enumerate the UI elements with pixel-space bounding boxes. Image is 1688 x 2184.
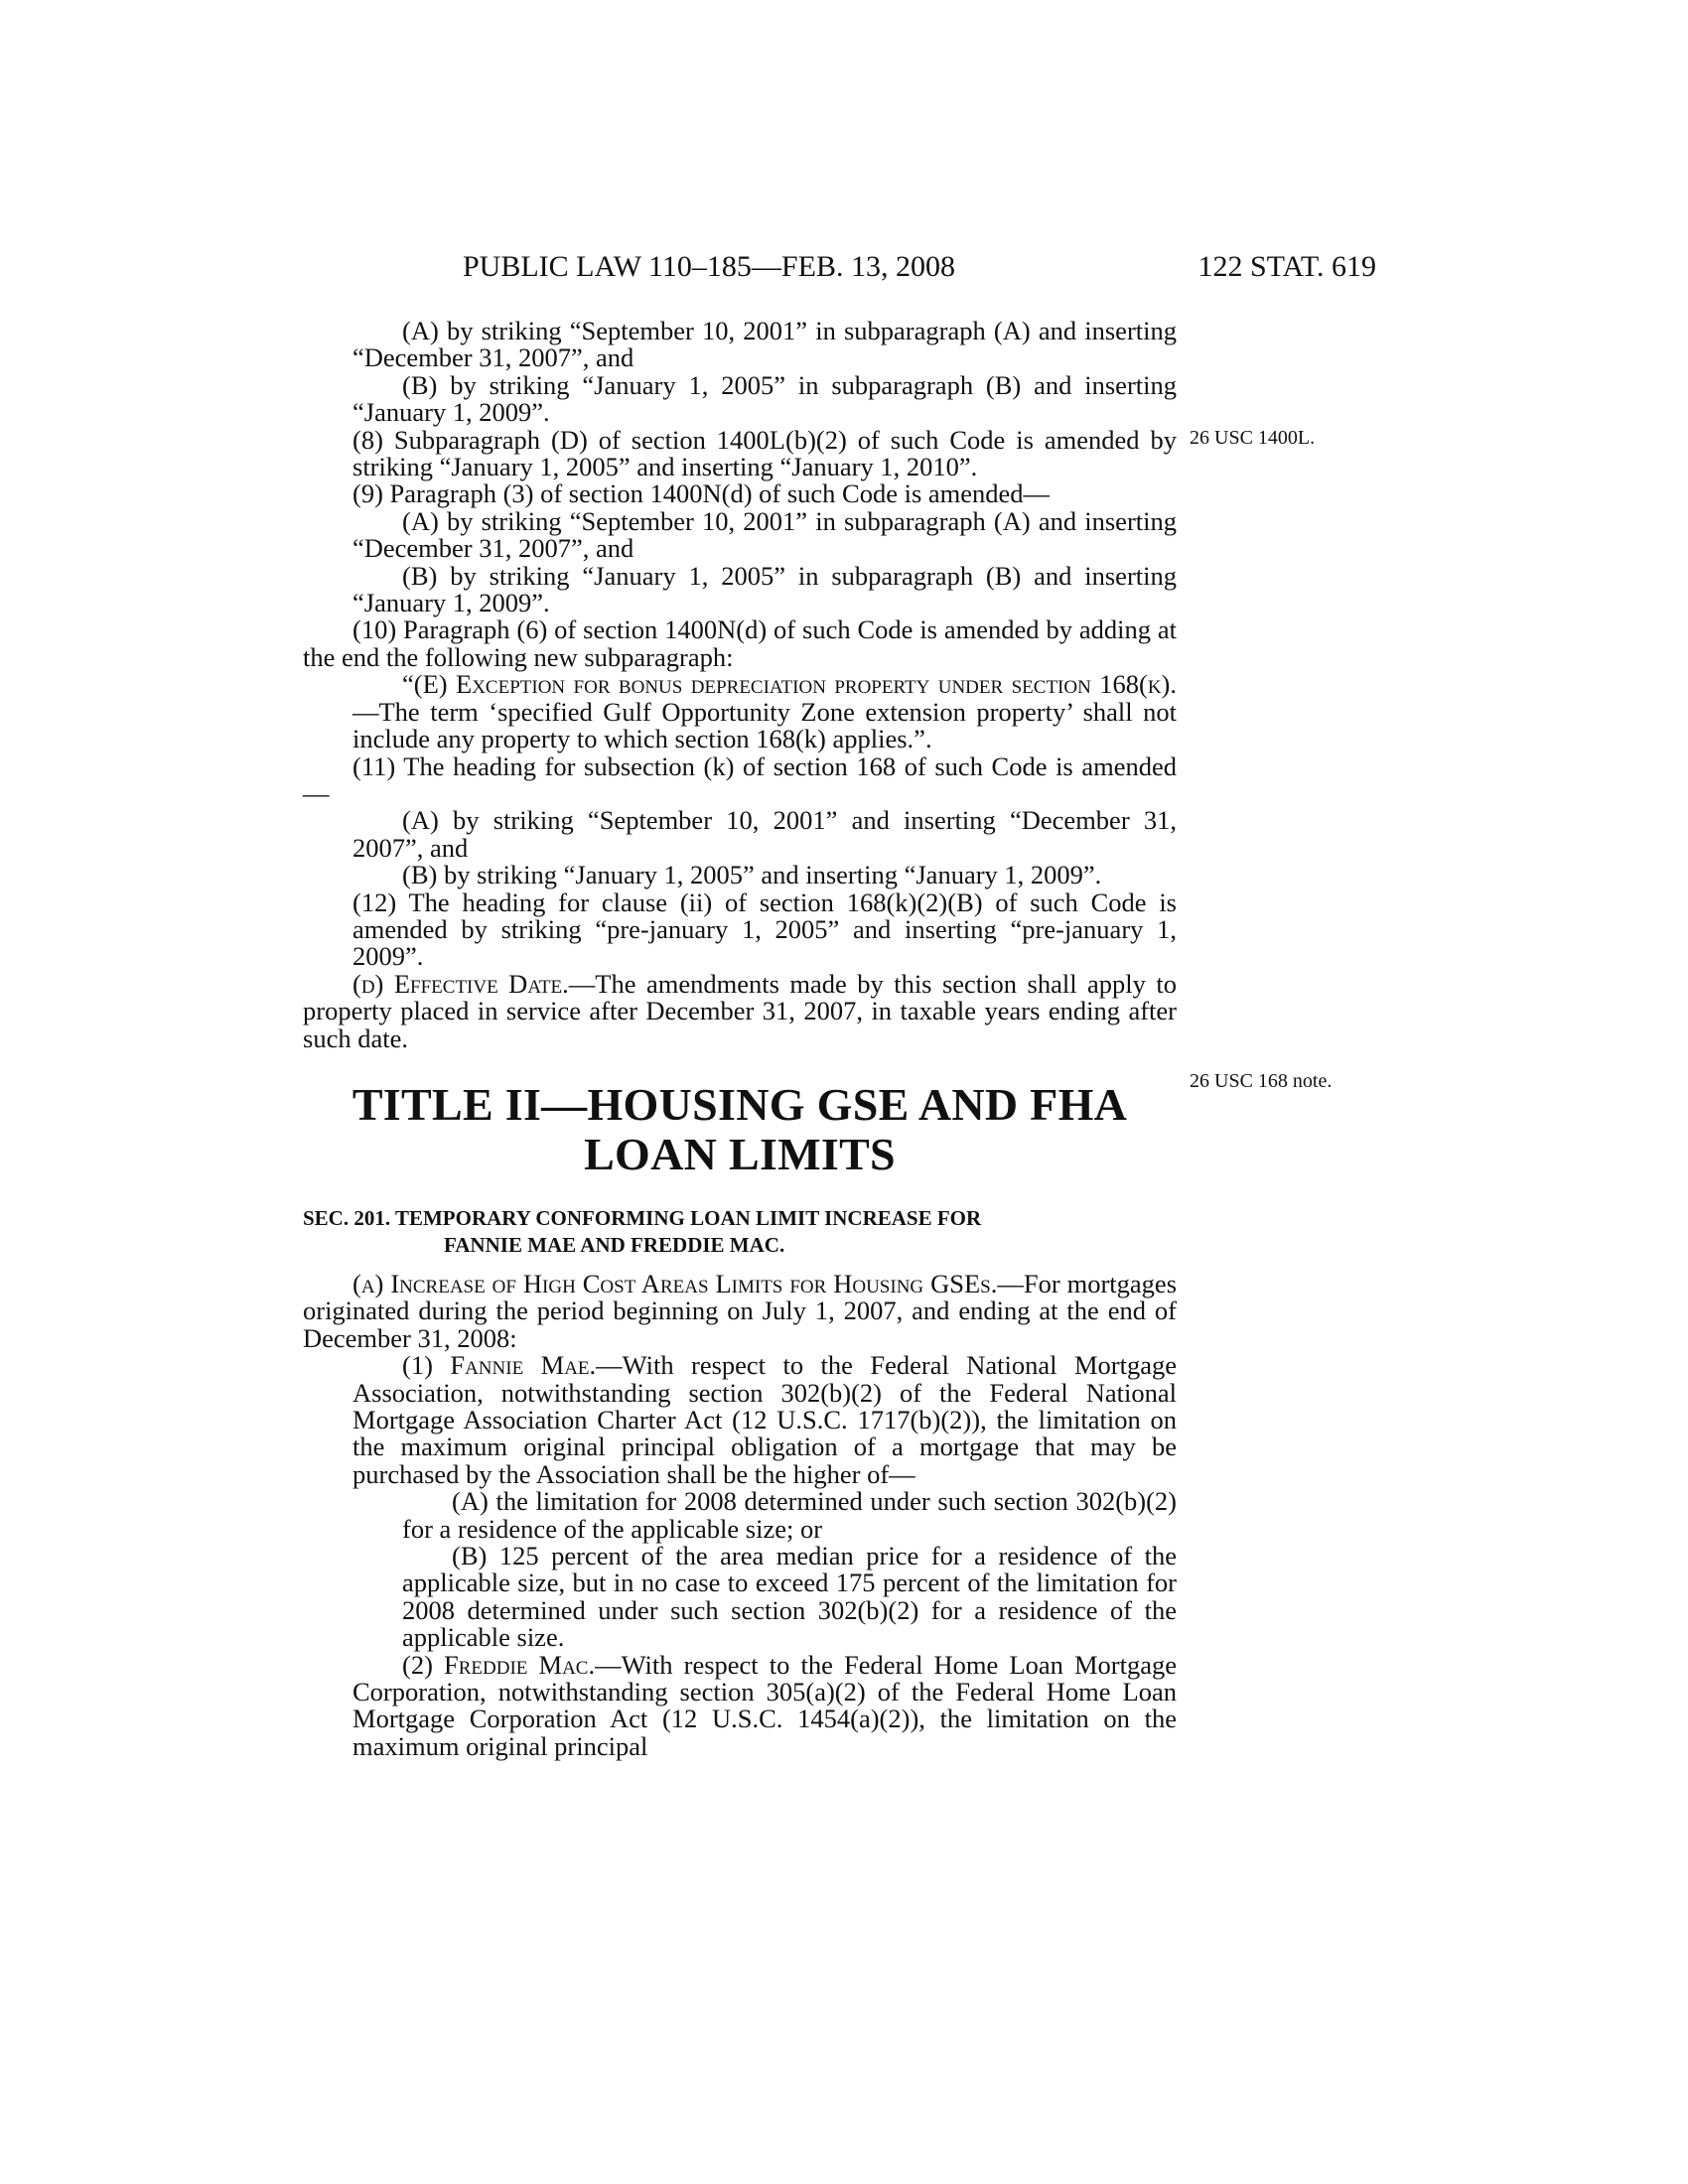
- document-body: [303, 318, 1177, 1760]
- margin-note-usc-1400l: 26 USC 1400L.: [1190, 427, 1316, 449]
- margin-note-usc-168: 26 USC 168 note.: [1190, 1070, 1333, 1092]
- paragraph: (B) by striking “January 1, 2005” in subparagraph (B) and inserting “January 1, 2009”.: [352, 369, 1177, 428]
- paragraph-text: —For mortgages originated during the period beginning on July 1, 2007, and ending at the end of December 31, 2008:: [303, 1268, 1178, 1353]
- paragraph: (11) The heading for subsection (k) of section 168 of such Code is amended—: [303, 751, 1177, 808]
- paragraph: (B) by striking “January 1, 2005” and inserting “January 1, 2009”.: [402, 860, 1102, 890]
- paragraph-heading: (2) Freddie Mac.: [402, 1649, 596, 1680]
- paragraph: [303, 1268, 1178, 1353]
- paragraph: (B) by striking “January 1, 2005” in subparagraph (B) and inserting “January 1, 2009”.: [352, 560, 1177, 618]
- paragraph: (A) by striking “September 10, 2001” in subparagraph (A) and inserting “December 31, 2007”, and: [352, 505, 1177, 564]
- page-header: [463, 250, 1376, 286]
- paragraph: [303, 424, 1177, 482]
- section-heading-line: FANNIE MAE AND FREDDIE MAC.: [444, 1232, 785, 1257]
- paragraph: (12) The heading for clause (ii) of section 168(k)(2)(B) of such Code is amended by striking “pre-january 1, 2005” and inserting “pre-january 1, 2009”.: [352, 887, 1177, 972]
- subparagraph-heading: “(E) Exception for bonus depreciation property under section 168(k).: [402, 669, 1177, 700]
- paragraph-text: (8) Subparagraph (D) of section 1400L(b)(2) of such Code is amended by striking “January 1, 2005” and inserting “January 1, 2010”.: [352, 424, 1177, 482]
- paragraph: (9) Paragraph (3) of section 1400N(d) of such Code is amended—: [352, 478, 1051, 509]
- paragraph: (A) the limitation for 2008 determined under such section 302(b)(2) for a residence of the applicable size; or: [402, 1486, 1177, 1544]
- statute-page-number: 122 STAT. 619: [1197, 250, 1376, 283]
- paragraph-text: —The term ‘specified Gulf Opportunity Zone extension property’ shall not include any property to which section 168(k) applies.”.: [352, 696, 1177, 754]
- title-heading: TITLE II—HOUSING GSE AND FHA LOAN LIMITS: [352, 1078, 1128, 1179]
- subsection-heading: (d) Effective Date.: [352, 968, 569, 999]
- subsection-heading: (a) Increase of High Cost Areas Limits for Housing GSEs.: [352, 1268, 998, 1298]
- paragraph-text: —With respect to the Federal Home Loan Mortgage Corporation, notwithstanding section 305(a)(2) of the Federal Home Loan Mortgage Corporation Act (12 U.S.C. 1454(a)(2)), the limitation on the maximum original principal: [352, 1649, 1177, 1761]
- paragraph: (A) by striking “September 10, 2001” in subparagraph (A) and inserting “December 31, 2007”, and: [352, 316, 1177, 373]
- paragraph: [303, 968, 1177, 1053]
- paragraph: (A) by striking “September 10, 2001” and inserting “December 31, 2007”, and: [352, 805, 1177, 863]
- running-title: PUBLIC LAW 110–185—FEB. 13, 2008: [463, 250, 955, 283]
- paragraph: (10) Paragraph (6) of section 1400N(d) of such Code is amended by adding at the end the following new subparagraph:: [303, 614, 1177, 672]
- paragraph-text: —The amendments made by this section shall apply to property placed in service after December 31, 2007, in taxable years ending after such date.: [303, 968, 1177, 1053]
- paragraph: [303, 1649, 1177, 1761]
- paragraph: [303, 1352, 1177, 1488]
- paragraph-heading: (1) Fannie Mae.: [402, 1350, 597, 1381]
- paragraph: (B) 125 percent of the area median price for a residence of the applicable size, but in no case to exceed 175 percent of the limitation for 2008 determined under such section 302(b)(2) for a residence of the applicable size.: [402, 1541, 1177, 1653]
- paragraph: [303, 671, 1177, 752]
- section-heading-line: SEC. 201. TEMPORARY CONFORMING LOAN LIMIT INCREASE FOR: [303, 1205, 982, 1230]
- paragraph-text: —With respect to the Federal National Mortgage Association, notwithstanding section 302(b)(2) of the Federal National Mortgage Association Charter Act (12 U.S.C. 1717(b)(2)), the limitation on the maximum original principal obligation of a mortgage that may be purchased by the Association shall be the higher of—: [352, 1350, 1177, 1489]
- section-heading: [303, 1205, 1177, 1259]
